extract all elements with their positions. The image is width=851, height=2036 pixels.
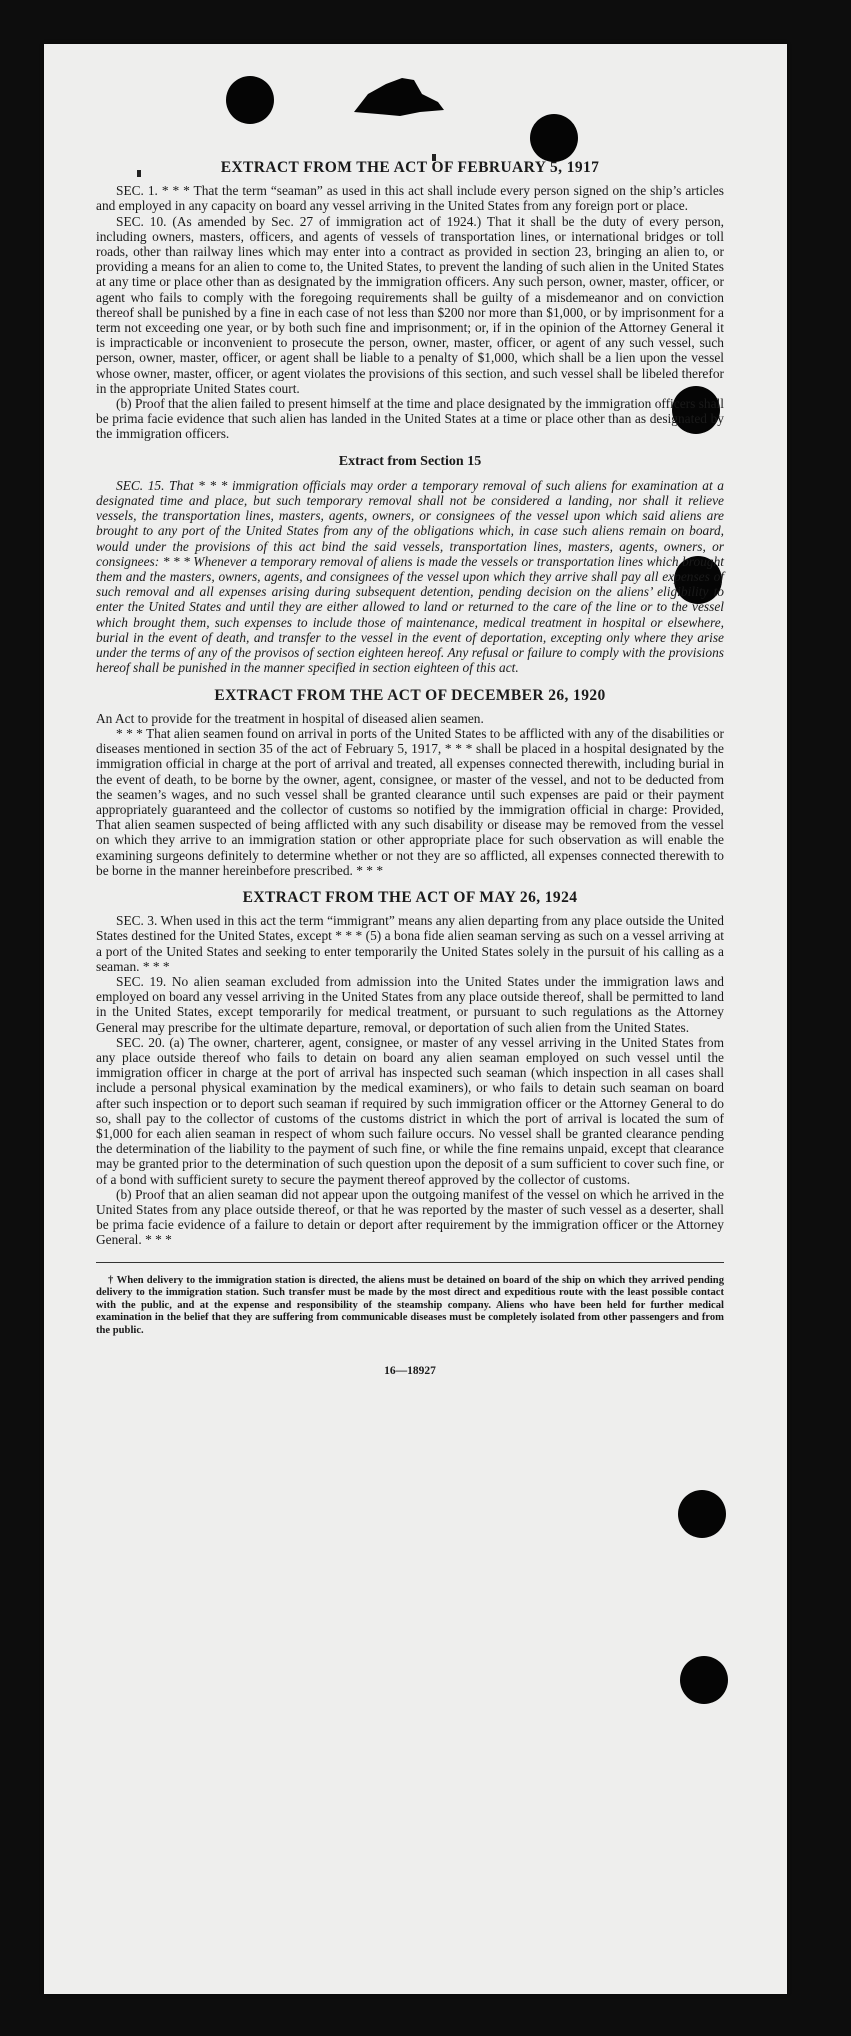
footnote-divider bbox=[96, 1262, 724, 1263]
paper-tear-mark bbox=[350, 72, 450, 120]
paragraph-sec-20b: (b) Proof that an alien seaman did not appear upon the outgoing manifest of the vessel on which he arrived in the United States from any place outside thereof, or that he was reported by the master of such vessel as a deserter, shall be prima facie evidence of a failure to detain or deport after requirement by the immigration officer or the Attorney General. * * * bbox=[96, 1186, 724, 1248]
paragraph-sec-1: SEC. 1. * * * That the term “seaman” as used in this act shall include every person signed on the ship’s articles and employed in any capacity on board any vessel arriving in the United States from any foreign port or place. bbox=[96, 183, 724, 214]
paragraph-sec-10: SEC. 10. (As amended by Sec. 27 of immigration act of 1924.) That it shall be the duty of every person, including owners, masters, officers, and agents of vessels of transportation lines, or international bridges or toll roads, other than railway lines which may enter into a contract as provided in section 23, bringing an alien to, or providing a means for an alien to come to, the United States, to prevent the landing of such alien in the United States at any time or place other than as designated by the immigration officers. Any such person, owner, master, officer, or agent who fails to comply with the foregoing requirements shall be guilty of a misdemeanor and on conviction thereof shall be punished by a fine in each case of not less than $200 nor more than $1,000, or by imprisonment for a term not exceeding one year, or by both such fine and imprisonment; or, if in the opinion of the Attorney General it is impracticable or inconvenient to prosecute the person, owner, master, officer, or agent of any such vessel, such person, owner, master, officer, or agent shall be liable to a penalty of $1,000, which shall be a lien upon the vessel whose owner, master, officer, or agent violates the provisions of this section, and such vessel shall be libeled therefor in the appropriate United States court. bbox=[96, 213, 724, 396]
punch-hole-right-3 bbox=[678, 1490, 726, 1538]
footnote-text: † When delivery to the immigration station is directed, the aliens must be detained on board of the ship on which they arrived pending delivery to the immigration station. Such transfer must be made by the most direct and expeditious route with the least possible contact with the public, and at the expense and responsibility of the steamship company. Aliens who have been held for further medical examination in the belief that they are suffering from communicable diseases must be completely isolated from other passengers and from the public. bbox=[96, 1274, 724, 1336]
punch-hole-right-4 bbox=[680, 1656, 728, 1704]
document-body bbox=[96, 160, 724, 1379]
paragraph-hospital-treatment: * * * That alien seamen found on arrival in ports of the United States to be afflicted with any of the disabilities or diseases mentioned in section 35 of the act of February 5, 1917, * * * shall be placed in a hospital designated by the immigration official in charge at the port of arrival and treated, all expenses connected therewith, including burial in the event of death, to be borne by the owner, agent, consignee, or master of the vessel, and not to be deducted from the seamen’s wages, and no such vessel shall be granted clearance until such expenses are paid or their payment appropriately guaranteed and the collector of customs so notified by the immigration official in charge: Provided, That alien seamen suspected of being afflicted with any such disability or disease may be removed from the vessel on which they arrive to an immigration station or other appropriate place for such observation as will enable the examining surgeons definitely to determine whether or not they are so afflicted, all expenses connected therewith to be borne in the manner hereinbefore prescribed. * * * bbox=[96, 725, 724, 878]
section-title: EXTRACT FROM THE ACT OF FEBRUARY 5, 1917 bbox=[220, 159, 600, 176]
paragraph-act-title: An Act to provide for the treatment in hospital of diseased alien seamen. bbox=[96, 710, 484, 726]
paragraph-sec-15: SEC. 15. That * * * immigration officials may order a temporary removal of such aliens for examination at a designated time and place, but such temporary removal shall not be considered a landing, nor shall it relieve vessels, the transportation lines, masters, agents, owners, or consignees of the vessel upon which said aliens are brought to any port of the United States from any of the obligations which, in case such aliens remain on board, would under the provisions of this act bind the said vessels, transportation lines, masters, agents, owners, or consignees: * * * Whenever a temporary removal of aliens is made the vessels or transportation lines which brought them and the masters, owners, agents, and consignees of the vessel upon which they arrive shall pay all expenses of such removal and all expenses arising during subsequent detention, pending decision on the aliens’ eligibility to enter the United States and until they are either allowed to land or returned to the care of the line or to the vessel which brought them, such expenses to include those of maintenance, medical treatment in hospital or elsewhere, burial in the event of death, and transfer to the vessel in the event of deportation, excepting only where they arise under the terms of any of the provisos of section eighteen hereof. Any refusal or failure to comply with the provisions hereof shall be punished in the manner specified in section eighteen of this act. bbox=[96, 477, 724, 676]
paragraph-sec-3: SEC. 3. When used in this act the term “immigrant” means any alien departing from any place outside the United States destined for the United States, except * * * (5) a bona fide alien seaman serving as such on a vessel arriving at a port of the United States and seeking to enter temporarily the United States solely in the pursuit of his calling as a seaman. * * * bbox=[96, 913, 724, 974]
page-number: 16—18927 bbox=[384, 1364, 436, 1377]
section-title: EXTRACT FROM THE ACT OF DECEMBER 26, 1920 bbox=[214, 686, 606, 704]
paragraph-sec-10b: (b) Proof that the alien failed to present himself at the time and place designated by the immigration officers shall be prima facie evidence that such alien has landed in the United States at a time or place other than as designated by the immigration officers. bbox=[96, 396, 724, 442]
punch-hole-top-left bbox=[226, 76, 274, 124]
paragraph-sec-19: SEC. 19. No alien seaman excluded from admission into the United States under the immigration laws and employed on board any vessel arriving in the United States from any place outside thereof, shall be permitted to land in the United States, except temporarily for medical treatment, or pursuant to such regulations as the Attorney General may prescribe for the ultimate departure, removal, or deportation of such alien from the United States. bbox=[96, 973, 724, 1035]
section-subtitle: Extract from Section 15 bbox=[338, 453, 482, 469]
section-act-may-1924 bbox=[96, 890, 724, 1248]
section-act-dec-1920 bbox=[96, 688, 724, 878]
footnote bbox=[96, 1275, 724, 1338]
section-extract-sec-15 bbox=[96, 454, 724, 676]
paragraph-sec-20a: SEC. 20. (a) The owner, charterer, agent, consignee, or master of any vessel arriving in the United States from any place outside thereof who fails to detain on board any alien seaman employed on such vessel until the immigration officer in charge at the port of arrival has inspected such seaman (which inspection in all cases shall include a personal physical examination by the medical examiners), or who fails to detain such seaman on board after such inspection or to deport such seaman if required by such immigration officer or the Attorney General to do so, shall pay to the collector of customs of the customs district in which the port of arrival is located the sum of $1,000 for each alien seaman in respect of whom such failure occurs. No vessel shall be granted clearance pending the determination of the liability to the payment of such fine, or while the fine remains unpaid, except that clearance may be granted prior to the determination of such question upon the deposit of a sum sufficient to cover such fine, or of a bond with sufficient surety to secure the payment thereof approved by the collector of customs. bbox=[96, 1034, 724, 1187]
punch-hole-top-right bbox=[530, 114, 578, 162]
section-title: EXTRACT FROM THE ACT OF MAY 26, 1924 bbox=[242, 888, 578, 906]
section-act-feb-1917 bbox=[96, 160, 724, 442]
